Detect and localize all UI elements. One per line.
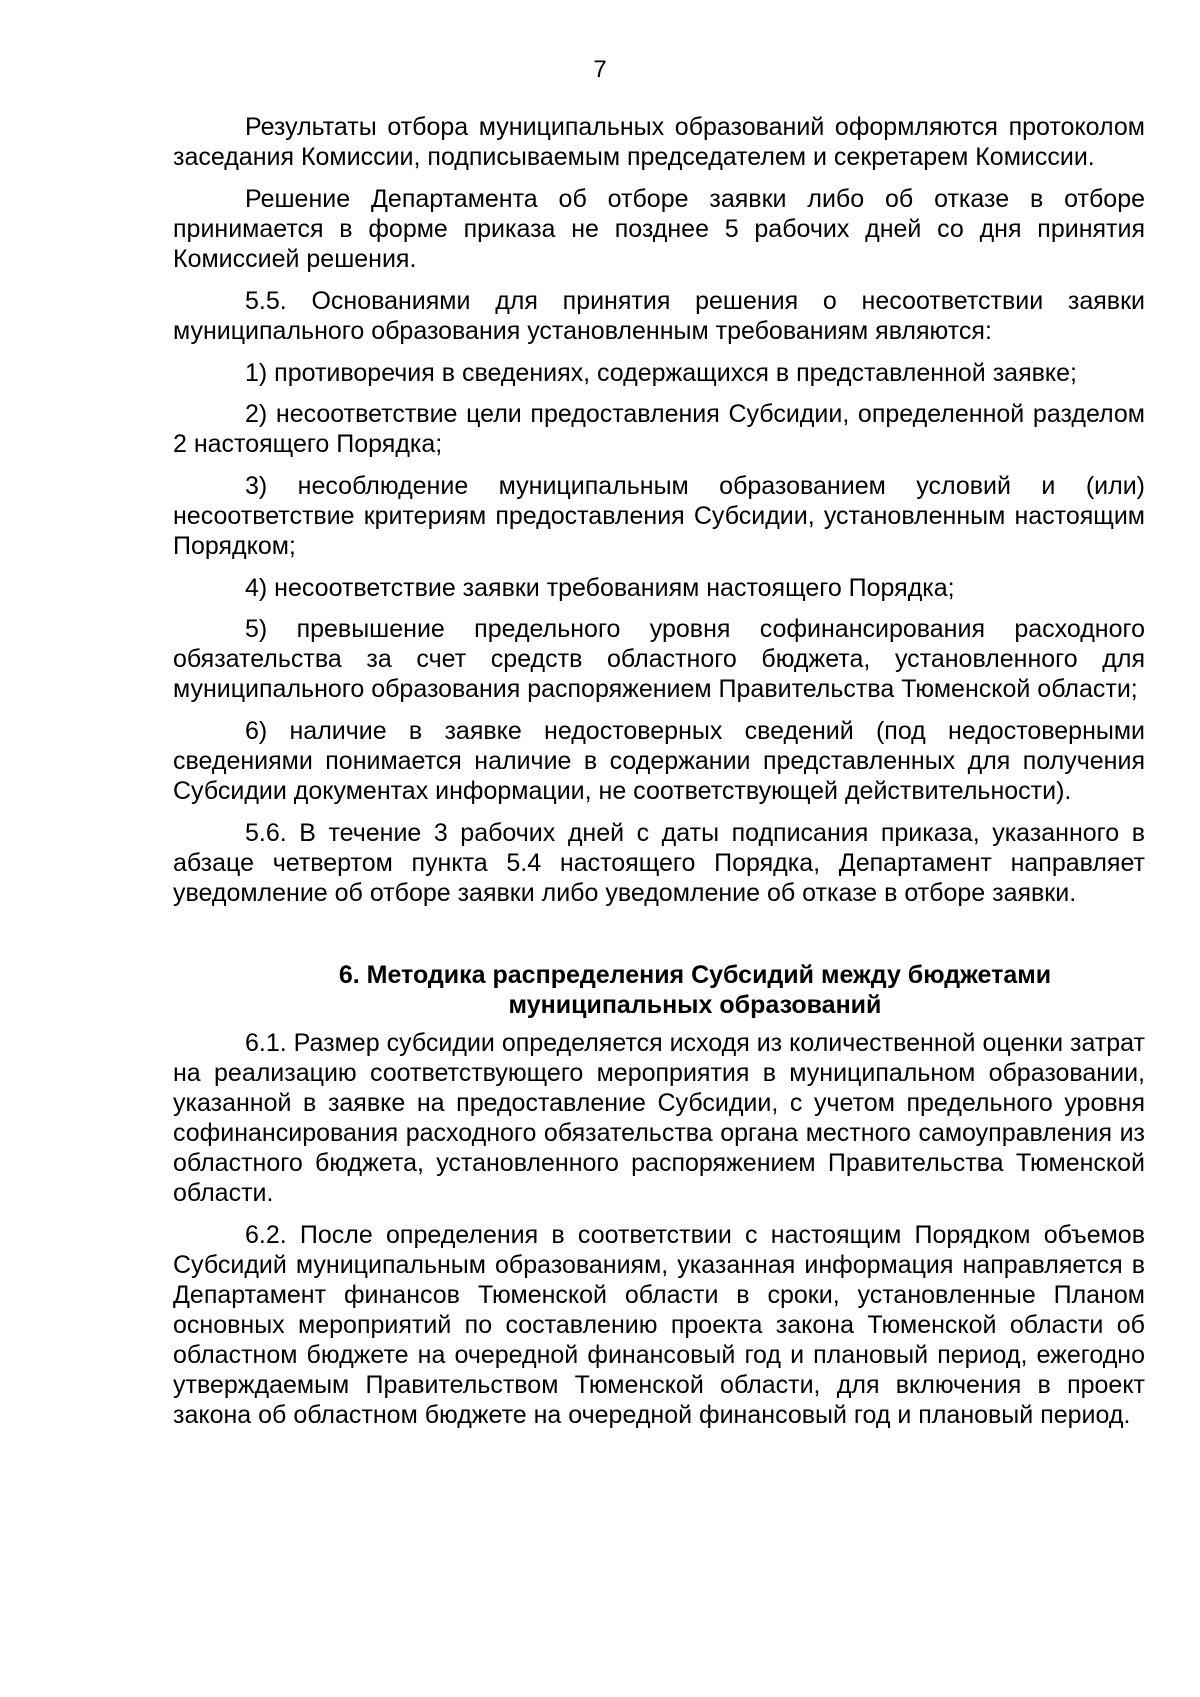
- page-number: 7: [593, 56, 607, 83]
- paragraph-5-6: 5.6. В течение 3 рабочих дней с даты подписания приказа, указанного в абзаце четвертом пункта 5.4 настоящего Порядка, Департамент направляет уведомление об отборе заявки либо уведомление об отказе в отборе заявки.: [173, 819, 1145, 907]
- paragraph-6-1: 6.1. Размер субсидии определяется исходя из количественной оценки затрат на реализацию соответствующего мероприятия в муниципальном образовании, указанной в заявке на предоставление Субсидии, с учетом предельного уровня софинансирования расходного обязательства органа местного самоуправления из областного бюджета, установленного распоряжением Правительства Тюменской области.: [173, 1029, 1145, 1207]
- list-item-4: 4) несоответствие заявки требованиям настоящего Порядка;: [245, 574, 955, 602]
- list-item-6: 6) наличие в заявке недостоверных сведений (под недостоверными сведениями понимается наличие в содержании представленных для получения Субсидии документах информации, не соответствующей действительности).: [173, 717, 1145, 805]
- document-body: [173, 112, 1145, 1442]
- section-6-heading-line-1: 6. Методика распределения Субсидий между бюджетами: [338, 961, 1052, 989]
- list-item-3: 3) несоблюдение муниципальным образованием условий и (или) несоответствие критериям предоставления Субсидии, установленным настоящим Порядком;: [173, 472, 1145, 560]
- section-6-heading-line-2: муниципальных образований: [508, 991, 882, 1019]
- list-item-1: 1) противоречия в сведениях, содержащихся в представленной заявке;: [245, 359, 1077, 387]
- section-6-heading: [173, 960, 1145, 1020]
- paragraph-department-decision: Решение Департамента об отборе заявки либо об отказе в отборе принимается в форме приказа не позднее 5 рабочих дней со дня принятия Комиссией решения.: [173, 185, 1145, 273]
- paragraph-5-5: 5.5. Основаниями для принятия решения о несоответствии заявки муниципального образования установленным требованиям являются:: [173, 287, 1145, 345]
- paragraph-6-2: 6.2. После определения в соответствии с настоящим Порядком объемов Субсидий муниципальным образованиям, указанная информация направляется в Департамент финансов Тюменской области в сроки, установленные Планом основных мероприятий по составлению проекта закона Тюменской области об областном бюджете на очередной финансовый год и плановый период, ежегодно утверждаемым Правительством Тюменской области, для включения в проект закона об областном бюджете на очередной финансовый год и плановый период.: [173, 1221, 1145, 1429]
- paragraph-selection-results: Результаты отбора муниципальных образований оформляются протоколом заседания Комиссии, подписываемым председателем и секретарем Комиссии.: [173, 113, 1145, 171]
- list-item-5: 5) превышение предельного уровня софинансирования расходного обязательства за счет средств областного бюджета, установленного для муниципального образования распоряжением Правительства Тюменской области;: [173, 615, 1145, 703]
- list-item-2: 2) несоответствие цели предоставления Субсидии, определенной разделом 2 настоящего Порядка;: [173, 400, 1145, 458]
